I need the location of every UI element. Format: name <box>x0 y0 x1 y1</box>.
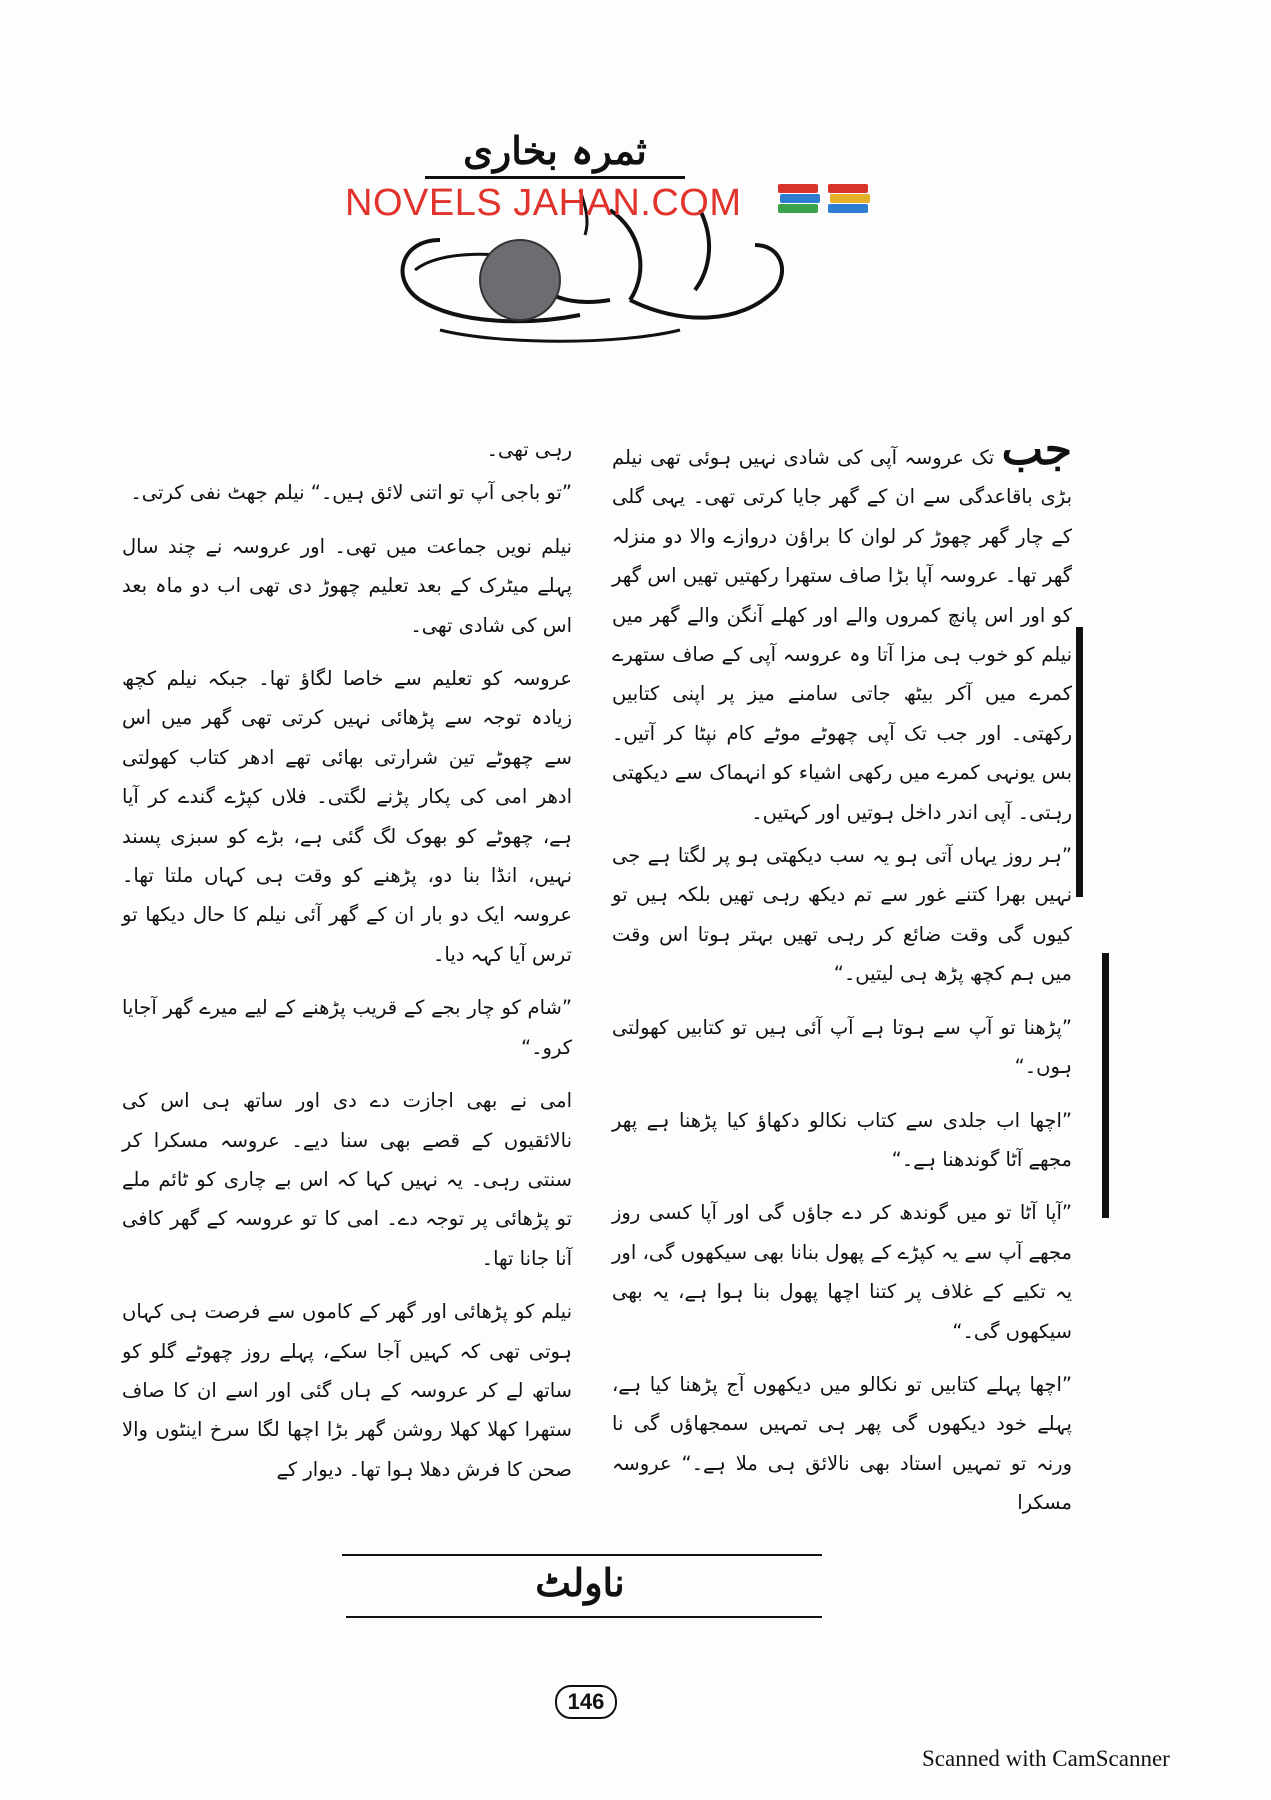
books-icon <box>776 180 876 220</box>
opening-paragraph <box>612 424 1072 832</box>
page-number: 146 <box>555 1685 617 1719</box>
paragraph: نیلم نویں جماعت میں تھی۔ اور عروسہ نے چند سال پہلے میٹرک کے بعد تعلیم چھوڑ دی تھی اب دو ماہ بعد اس کی شادی تھی۔ <box>122 534 572 637</box>
watermark-text: NOVELS JAHAN.COM <box>345 182 742 224</box>
paragraph-text: تک عروسہ آپی کی شادی نہیں ہوئی تھی نیلم بڑی باقاعدگی سے ان کے گھر جایا کرتی تھی۔ یہی گلی کے چار گھر چھوڑ کر لوان کا براؤن دروازے والا دو منزلہ گھر تھا۔ عروسہ آپا بڑا صاف ستھرا رکھتیں تھیں اس گھر کو اور اس پانچ کمروں والے اور کھلے آنگن والے گھر میں نیلم کو خوب ہی مزا آتا وہ عروسہ آپی کے صاف ستھرے کمرے میں آکر بیٹھ جاتی سامنے میز پر اپنی کتابیں رکھتی۔ اور جب تک آپی چھوٹے موٹے کام نپٹا کر آتیں۔ بس یونہی کمرے میں رکھی اشیاء کو انہماک سے دیکھتی رہتی۔ آپی اندر داخل ہوتیں اور کہتیں۔ <box>612 446 1072 824</box>
section-label: ناولٹ <box>535 1560 625 1605</box>
author-underline <box>425 176 685 179</box>
drop-lead-word: جب <box>1001 424 1072 475</box>
author-name: ثمرہ بخاری <box>463 128 647 173</box>
paragraph: ”پڑھنا تو آپ سے ہوتا ہے آپ آئی ہیں تو کتابیں کھولتی ہوں۔“ <box>612 1015 1072 1079</box>
left-text-column <box>122 430 572 1503</box>
right-text-column <box>612 424 1072 1537</box>
footer-rule-bottom <box>346 1616 822 1618</box>
scanner-watermark: Scanned with CamScanner <box>922 1746 1170 1771</box>
margin-bar <box>1076 627 1083 897</box>
paragraph: ”آپا آٹا تو میں گوندھ کر دے جاؤں گی اور آپا کسی روز مجھے آپ سے یہ کپڑے کے پھول بنانا بھی سیکھوں گی، اور یہ تکیے کے غلاف پر کتنا اچھا پھول بنا ہوا ہے، یہ بھی سیکھوں گی۔“ <box>612 1201 1072 1343</box>
paragraph: ”اچھا اب جلدی سے کتاب نکالو دکھاؤ کیا پڑھنا ہے پھر مجھے آٹا گوندھنا ہے۔“ <box>612 1108 1072 1171</box>
margin-bar <box>1102 953 1109 1218</box>
paragraph: نیلم کو پڑھائی اور گھر کے کاموں سے فرصت ہی کہاں ہوتی تھی کہ کہیں آجا سکے، پہلے روز چھوٹے گلو کو ساتھ لے کر عروسہ کے ہاں گئی اور اسے ان کا صاف ستھرا کھلا کھلا روشن گھر بڑا اچھا لگا سرخ اینٹوں والا صحن کا فرش دھلا ہوا تھا۔ دیوار کے <box>122 1300 572 1481</box>
paragraph: ”ہر روز یہاں آتی ہو یہ سب دیکھتی ہو پر لگتا ہے جی نہیں بھرا کتنے غور سے تم دیکھ رہی تھیں بلکہ ہیں تو کیوں گی وقت ضائع کر رہی تھیں بہتر ہوتا اس وقت میں ہم کچھ پڑھ ہی لیتیں۔“ <box>612 844 1072 986</box>
paragraph: ”شام کو چار بجے کے قریب پڑھنے کے لیے میرے گھر آجایا کرو۔“ <box>122 996 572 1059</box>
paragraph: عروسہ کو تعلیم سے خاصا لگاؤ تھا۔ جبکہ نیلم کچھ زیادہ توجہ سے پڑھائی نہیں کرتی تھی گھر میں اس سے چھوٹے تین شرارتی بھائی تھے ادھر کتاب کھولتی ادھر امی کی پکار پڑنے لگتی۔ فلاں کپڑے گندے کر آیا ہے، چھوٹے کو بھوک لگ گئی ہے، بڑے کو سبزی پسند نہیں، انڈا بنا دو، پڑھنے کو وقت ہی کہاں ملتا تھا۔ عروسہ ایک دو بار ان کے گھر آئی نیلم کا حال دیکھا تو ترس آیا کہہ دیا۔ <box>122 667 572 966</box>
paragraph: رہی تھی۔ <box>486 438 572 461</box>
footer-rule-top <box>342 1554 822 1556</box>
paragraph: ”تو باجی آپ تو اتنی لائق ہیں۔“ نیلم جھٹ نفی کرتی۔ <box>130 481 572 505</box>
paragraph: ”اچھا پہلے کتابیں تو نکالو میں دیکھوں آج پڑھنا کیا ہے، پہلے خود دیکھوں گی پھر ہی تمہیں سمجھاؤں گی نا ورنہ تو تمہیں استاد بھی نالائق ہی ملا ہے۔“ عروسہ مسکرا <box>612 1372 1072 1515</box>
paragraph: امی نے بھی اجازت دے دی اور ساتھ ہی اس کی نالائقیوں کے قصے بھی سنا دیے۔ عروسہ مسکرا کر سنتی رہی۔ یہ نہیں کہا کہ اس بے چاری کو ٹائم ملے تو پڑھائی پر توجہ دے۔ امی کا تو عروسہ کے گھر کافی آنا جانا تھا۔ <box>122 1089 572 1270</box>
